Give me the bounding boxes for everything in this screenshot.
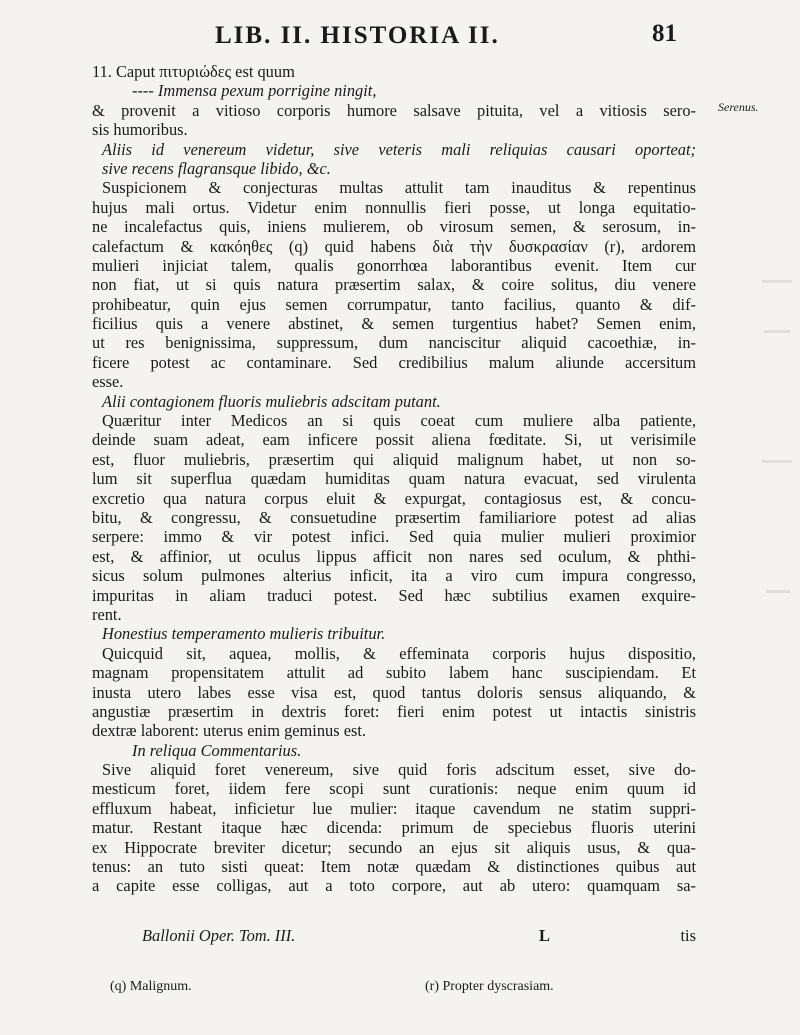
footnote-r: (r) Propter dyscrasiam. — [425, 979, 554, 994]
text-line: Sive aliquid foret venereum, sive quid foris adscitum esset, sive do- — [102, 760, 696, 780]
text-line: tenus: an tuto sisti queat: Item notæ quædam & distinctiones quibus aut — [92, 857, 696, 877]
text-line: Quicquid sit, aquea, mollis, & effeminata corporis hujus dispositio, — [102, 643, 696, 663]
catchword: tis — [680, 926, 696, 945]
text-line: mulieri injiciat talem, qualis gonorrhœa laborantibus evenit. Item cur — [92, 255, 696, 275]
page-number: 81 — [652, 20, 677, 47]
header-title: LIB. II. HISTORIA II. — [215, 22, 500, 49]
signature-line — [92, 926, 696, 946]
text-line: est, fluor muliebris, præsertim qui aliquid malignum habet, ut non so- — [92, 449, 696, 469]
text-line: Quæritur inter Medicos an si quis coeat cum muliere alba patiente, — [102, 411, 696, 431]
text-line: non fiat, ut si quis natura præsertim salax, & coire solitus, diu venere — [92, 275, 696, 295]
text-line: mesticum foret, iidem fere scopi sunt curationis: neque enim quum id — [92, 779, 696, 799]
text-line: impuritas in aliam traduci potest. Sed hæc subtilius examen exquire- — [92, 585, 696, 605]
text-line: 11. Caput πιτυριώδες est quum — [92, 62, 295, 81]
text-line: ficilius quis a venere abstinet, & semen turgentius habet? Semen enim, — [92, 314, 696, 334]
text-line: ficere potest ac contaminare. Sed credibilius malum aliunde accersitum — [92, 352, 696, 372]
text-line: ex Hippocrate breviter dicetur; secundo an ejus sit aliquis usus, & qua- — [92, 837, 696, 857]
text-line: ne incalefactus quis, iniens mulierem, ob virosum semen, & serosum, in- — [92, 217, 696, 237]
text-line: prohibeatur, quin ejus semen corrumpatur, tanto facilius, quanto & dif- — [92, 294, 696, 314]
text-line: Suspicionem & conjecturas multas attulit tam inauditus & repentinus — [102, 178, 696, 198]
text-line: a capite esse colligas, aut a toto corpore, aut ab utero: quamquam sa- — [92, 876, 696, 896]
text-line: sive recens flagransque libido, &c. — [102, 158, 331, 178]
text-line: Aliis id venereum videtur, sive veteris mali reliquias causari oporteat; — [102, 139, 696, 159]
text-line: lum sit superflua quædam humiditas quam natura evacuat, sed virulenta — [92, 469, 696, 489]
signature-mark: L — [539, 926, 550, 945]
text-line: angustiæ præsertim in dextris foret: fieri enim potest ut intactis sinistris — [92, 701, 696, 721]
text-line: & provenit a vitioso corporis humore salsave pituita, vel a vitiosis sero- — [92, 100, 696, 120]
text-line: calefactum & κακόηθες (q) quid habens διὰ τὴν δυσκρασίαν (r), ardorem — [92, 236, 696, 256]
footnotes — [92, 979, 696, 1001]
text-line: bitu, & congressu, & consuetudine præsertim familiariore potest ad alias — [92, 507, 696, 527]
footnote-q: (q) Malignum. — [110, 979, 192, 994]
text-line: hujus mali ortus. Videtur enim nonnullis fieri posse, ut longa equitatio- — [92, 197, 696, 217]
body-text — [92, 62, 696, 896]
text-line: Alii contagionem fluoris muliebris adscitam putant. — [102, 391, 441, 411]
text-line: Honestius temperamento mulieris tribuitur. — [102, 624, 386, 644]
margin-note: Serenus. — [718, 100, 759, 114]
text-line: effluxum habeat, inficietur lue mulier: itaque cavendum ne statim suppri- — [92, 798, 696, 818]
signature-label: Ballonii Oper. Tom. III. — [142, 926, 296, 945]
text-line: est, & affinior, ut oculus lippus afficit non nares sed oculum, & phthi- — [92, 546, 696, 566]
text-line: dextræ laborent: uterus enim geminus est. — [92, 721, 367, 741]
text-line: excretio qua natura corpus eluit & expurgat, contagiosus est, & concu- — [92, 488, 696, 508]
text-line: In reliqua Commentarius. — [132, 740, 302, 760]
text-line: deinde suam adeat, eam inficere possit aliena fœditate. Si, ut verisimile — [92, 430, 696, 450]
show-through-decoration — [760, 270, 796, 670]
text-line: matur. Restant itaque hæc dicenda: primum de speciebus fluoris uterini — [92, 818, 696, 838]
text-line: magnam propensitatem attulit ad subito labem hanc suscipiendam. Et — [92, 663, 696, 683]
running-header — [0, 14, 800, 54]
text-line: serpere: immo & vir potest infici. Sed quia mulier mulieri proximior — [92, 527, 696, 547]
text-line: inusta utero labes esse visa est, quod tantus doloris sensus aliquando, & — [92, 682, 696, 702]
text-line: sicus solum pulmones alterius inficit, ita a viro cum impura congresso, — [92, 566, 696, 586]
text-line: ---- Immensa pexum porrigine ningit, — [132, 81, 377, 101]
text-line: esse. — [92, 372, 124, 392]
text-line: rent. — [92, 604, 122, 624]
text-line: sis humoribus. — [92, 120, 188, 140]
text-line: ut res benignissima, suppressum, dum nanciscitur aliquid cacoethiæ, in- — [92, 333, 696, 353]
